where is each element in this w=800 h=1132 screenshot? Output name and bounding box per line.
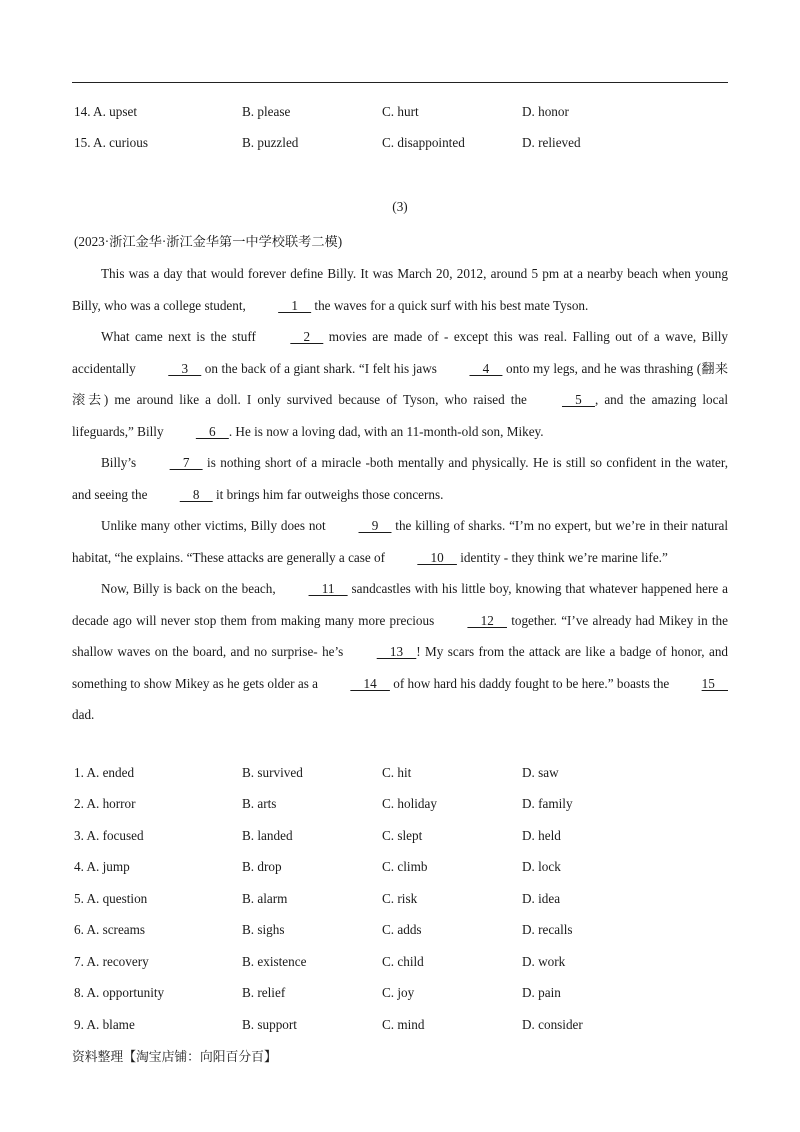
option-c: C. risk — [382, 891, 418, 906]
option-row-1 — [74, 765, 734, 785]
passage-text: movies are made of - except this was real. Falling out of a wave, Billy accidentally — [72, 329, 729, 376]
option-d: D. lock — [522, 859, 561, 874]
option-a: 4. A. jump — [74, 859, 130, 874]
paragraph-1 — [72, 258, 728, 321]
option-c: C. holiday — [382, 796, 437, 811]
blank-9: 9 — [358, 518, 392, 533]
option-row-6 — [74, 922, 734, 942]
passage-text: on the back of a giant shark. “I felt his jaws — [201, 360, 441, 376]
passage-text: ! My scars from the attack are like a badge of honor, and something to show Mikey as he gets older as a — [72, 644, 729, 691]
option-b: B. arts — [242, 796, 277, 811]
option-b: B. existence — [242, 954, 307, 969]
option-b: B. survived — [242, 765, 303, 780]
option-b: B. relief — [242, 985, 286, 1000]
paragraph-3 — [72, 447, 728, 510]
option-a: 9. A. blame — [74, 1017, 135, 1032]
blank-1: 1 — [278, 297, 312, 313]
blank-5: 5 — [561, 392, 595, 407]
option-c: C. joy — [382, 985, 415, 1000]
option-c: C. child — [382, 954, 424, 969]
passage-text: of how hard his daddy fought to be here.” boasts the — [389, 675, 673, 691]
passage-text: This was a day that would forever define Billy. It was March 20, 2012, around 5 pm at a nearby beach when young Billy, who was a college student, — [72, 266, 728, 313]
blank-10: 10 — [417, 549, 457, 565]
passage-text: sandcastles with his little boy, knowing that whatever happened here a decade ago will never stop them from making many more precious — [72, 581, 729, 628]
option-row-2 — [74, 796, 734, 816]
passage-text: Unlike many other victims, Billy does not — [101, 518, 330, 533]
option-c: C. hit — [382, 765, 412, 780]
blank-11: 11 — [308, 581, 348, 596]
option-d: D. saw — [522, 765, 559, 780]
option-row-8 — [74, 985, 734, 1005]
passage-text: identity - they think we’re marine life.” — [456, 549, 668, 565]
option-c: C. mind — [382, 1017, 425, 1032]
blank-6: 6 — [195, 423, 229, 439]
option-d: D. work — [522, 954, 566, 969]
option-d: D. held — [522, 828, 561, 843]
passage-text: Billy’s — [101, 455, 141, 470]
option-row-15 — [74, 135, 734, 155]
passage-text: is nothing short of a miracle -both mentally and physically. He is still so confident in the water, and seeing the — [72, 455, 728, 502]
blank-13: 13 — [376, 644, 417, 659]
option-d: D. honor — [522, 104, 569, 119]
option-b: B. please — [242, 104, 291, 119]
option-c: C. adds — [382, 922, 422, 937]
option-a: 8. A. opportunity — [74, 985, 165, 1000]
passage-text: the waves for a quick surf with his best mate Tyson. — [311, 297, 589, 313]
option-a: 14. A. upset — [74, 104, 138, 119]
paragraph-4 — [72, 510, 728, 573]
option-row-3 — [74, 828, 734, 848]
paragraph-5 — [72, 573, 728, 731]
option-row-4 — [74, 859, 734, 879]
option-c: C. climb — [382, 859, 428, 874]
blank-8: 8 — [179, 486, 213, 502]
option-b: B. alarm — [242, 891, 288, 906]
option-b: B. puzzled — [242, 135, 299, 150]
blank-3: 3 — [168, 360, 202, 376]
blank-14: 14 — [350, 675, 390, 691]
passage-text: together. “I’ve already had Mikey in the shallow waves on the board, and no surprise- he’s — [72, 612, 728, 659]
question-source: (2023·浙江金华·浙江金华第一中学校联考二模) — [74, 234, 343, 249]
option-a: 5. A. question — [74, 891, 148, 906]
option-a: 6. A. screams — [74, 922, 146, 937]
cloze-passage — [72, 258, 728, 731]
blank-15: 15 — [701, 675, 728, 691]
option-d: D. family — [522, 796, 573, 811]
option-c: C. slept — [382, 828, 423, 843]
option-b: B. drop — [242, 859, 282, 874]
passage-text: dad. — [72, 707, 95, 722]
page-footer: 资料整理【淘宝店铺：向阳百分百】 — [72, 1050, 277, 1064]
option-d: D. idea — [522, 891, 561, 906]
option-c: C. hurt — [382, 104, 419, 119]
option-a: 15. A. curious — [74, 135, 148, 150]
option-d: D. pain — [522, 985, 561, 1000]
passage-text: , and the amazing local lifeguards,” Billy — [72, 392, 728, 439]
header-rule — [72, 82, 728, 83]
option-a: 7. A. recovery — [74, 954, 149, 969]
option-d: D. recalls — [522, 922, 573, 937]
option-a: 3. A. focused — [74, 828, 144, 843]
blank-2: 2 — [290, 329, 324, 344]
option-row-7 — [74, 954, 734, 974]
passage-text: Now, Billy is back on the beach, — [101, 581, 280, 596]
paragraph-2 — [72, 321, 728, 447]
option-b: B. landed — [242, 828, 293, 843]
passage-text: it brings him far outweighs those concerns. — [212, 486, 444, 502]
option-row-14 — [74, 104, 734, 124]
blank-7: 7 — [169, 455, 203, 470]
option-d: D. relieved — [522, 135, 581, 150]
blank-12: 12 — [467, 612, 507, 628]
option-row-9 — [74, 1017, 734, 1037]
option-c: C. disappointed — [382, 135, 465, 150]
blank-4: 4 — [469, 360, 503, 376]
passage-text: What came next is the stuff — [101, 329, 262, 344]
option-b: B. support — [242, 1017, 297, 1032]
option-a: 1. A. ended — [74, 765, 135, 780]
passage-text: . He is now a loving dad, with an 11-month-old son, Mikey. — [228, 423, 544, 439]
passage-text: the killing of sharks. “I’m no expert, but we’re in their natural habitat, “he explains. “These attacks are generally a case of — [72, 518, 728, 565]
option-b: B. sighs — [242, 922, 285, 937]
passage-text: onto my legs, and he was thrashing (翻来滚去) me around like a doll. I only survived because of Tyson, who raised the — [72, 360, 729, 407]
option-a: 2. A. horror — [74, 796, 136, 811]
option-row-5 — [74, 891, 734, 911]
section-number: (3) — [392, 199, 408, 214]
option-d: D. consider — [522, 1017, 583, 1032]
